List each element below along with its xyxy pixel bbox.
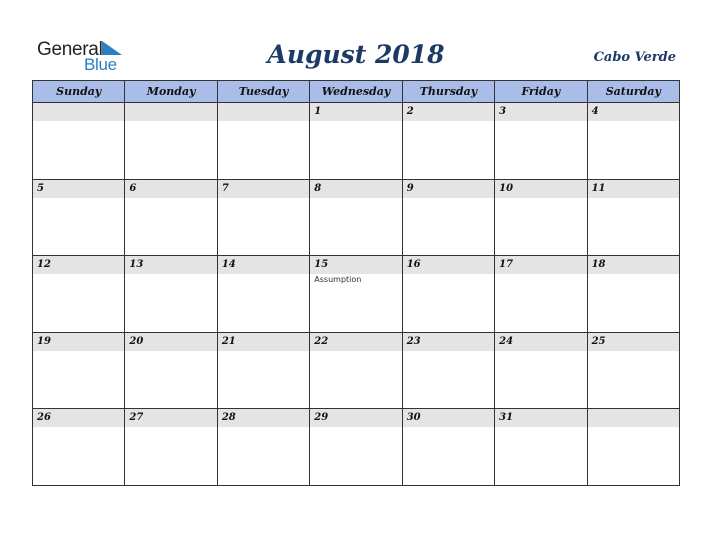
logo-general-text: General — [37, 39, 103, 60]
day-cell-29 — [310, 409, 402, 486]
day-cell-14 — [218, 256, 310, 333]
empty-day-cell — [33, 103, 125, 180]
day-number-band — [495, 103, 586, 121]
day-cell-4 — [588, 103, 680, 180]
day-cell-30 — [403, 409, 495, 486]
day-number: 18 — [591, 259, 606, 271]
day-number: 13 — [129, 259, 144, 271]
day-number: 8 — [314, 182, 322, 194]
day-number: 4 — [591, 106, 599, 117]
weekday-header-wednesday: Wednesday — [310, 81, 402, 103]
day-number: 9 — [406, 182, 414, 194]
day-number: 29 — [314, 412, 329, 424]
day-cell-22 — [310, 333, 402, 410]
day-cell-13 — [125, 256, 217, 333]
day-number: 15 — [314, 259, 329, 271]
day-cell-5 — [33, 180, 125, 257]
day-number: 12 — [37, 259, 51, 271]
day-cell-15 — [310, 256, 402, 333]
day-cell-23 — [403, 333, 495, 410]
empty-day-cell — [125, 103, 217, 180]
day-number: 1 — [314, 106, 322, 117]
day-number-band — [218, 180, 309, 198]
day-cell-16 — [403, 256, 495, 333]
weekday-header-tuesday: Tuesday — [218, 81, 310, 103]
day-cell-27 — [125, 409, 217, 486]
day-cell-24 — [495, 333, 587, 410]
day-cell-18 — [588, 256, 680, 333]
day-number-band — [218, 103, 309, 121]
calendar-title: August 2018 — [267, 40, 445, 69]
day-number: 7 — [221, 182, 229, 194]
day-cell-17 — [495, 256, 587, 333]
day-cell-25 — [588, 333, 680, 410]
day-number: 5 — [37, 182, 44, 194]
day-cell-10 — [495, 180, 587, 257]
day-number: 2 — [406, 106, 414, 117]
day-cell-9 — [403, 180, 495, 257]
day-number-band — [310, 103, 401, 121]
logo-blue-text: Blue — [84, 55, 117, 74]
weekday-header-monday: Monday — [125, 81, 217, 103]
day-number: 23 — [406, 335, 421, 347]
day-cell-11 — [588, 180, 680, 257]
day-cell-31 — [495, 409, 587, 486]
empty-day-cell — [218, 103, 310, 180]
day-number: 25 — [591, 335, 606, 347]
day-number: 21 — [221, 335, 236, 347]
day-number: 22 — [314, 335, 329, 347]
day-number: 11 — [591, 182, 606, 194]
day-cell-12 — [33, 256, 125, 333]
day-cell-26 — [33, 409, 125, 486]
day-number: 30 — [406, 412, 421, 424]
day-number: 20 — [129, 335, 144, 347]
day-cell-20 — [125, 333, 217, 410]
weekday-header-sunday: Sunday — [33, 81, 125, 103]
day-number-band — [310, 180, 401, 198]
day-number: 28 — [221, 412, 236, 424]
day-cell-28 — [218, 409, 310, 486]
weekday-header-thursday: Thursday — [403, 81, 495, 103]
country-label: Cabo Verde — [593, 50, 676, 65]
day-cell-2 — [403, 103, 495, 180]
day-cell-1 — [310, 103, 402, 180]
day-number-band — [588, 409, 679, 427]
weekday-header-friday: Friday — [495, 81, 587, 103]
day-number: 19 — [37, 335, 51, 347]
day-number-band — [403, 103, 494, 121]
day-cell-8 — [310, 180, 402, 257]
day-cell-7 — [218, 180, 310, 257]
day-number: 14 — [221, 259, 236, 271]
calendar-grid — [32, 80, 680, 486]
day-number: 31 — [499, 412, 514, 424]
day-number-band — [33, 103, 124, 121]
day-cell-6 — [125, 180, 217, 257]
day-cell-19 — [33, 333, 125, 410]
day-number: 6 — [129, 182, 137, 194]
weekday-header-saturday: Saturday — [588, 81, 680, 103]
day-number: 10 — [499, 182, 514, 194]
day-number: 27 — [129, 412, 144, 424]
day-number: 24 — [499, 335, 514, 347]
day-number-band — [403, 180, 494, 198]
day-number-band — [588, 103, 679, 121]
day-number: 26 — [37, 412, 51, 424]
day-number-band — [125, 103, 216, 121]
day-number: 3 — [499, 106, 507, 117]
day-number-band — [33, 180, 124, 198]
day-number: 16 — [406, 259, 421, 271]
day-cell-21 — [218, 333, 310, 410]
empty-day-cell — [588, 409, 680, 486]
day-number: 17 — [499, 259, 514, 271]
day-number-band — [125, 180, 216, 198]
holiday-label: Assumption — [314, 275, 362, 285]
day-cell-3 — [495, 103, 587, 180]
